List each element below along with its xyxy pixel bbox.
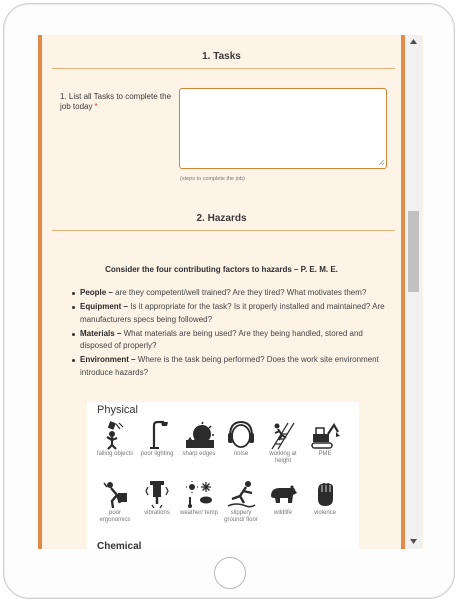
slippery-ground-icon [226,479,256,509]
hazard-item [179,479,219,517]
hazard-caption: falling objects [96,451,134,457]
hazard-caption: poor ergonomics [99,510,131,523]
hazard-category-heading: Physical [97,404,138,416]
sharp-edges-icon [184,420,214,450]
working-at-height-icon [268,420,298,450]
hazard-category-heading: Chemical [97,541,142,549]
section-title-hazards: 2. Hazards [196,213,247,224]
hazard-item [137,420,177,458]
scroll-down-button[interactable] [405,535,422,549]
scroll-up-button[interactable] [405,35,422,49]
hazard-caption: working at height [269,451,297,464]
jsa-form [38,35,405,549]
section-divider [52,68,395,69]
hazard-caption: vibrations [144,510,170,516]
violence-icon [310,479,340,509]
tasks-field-label [60,92,178,112]
hazard-item [305,420,345,458]
noise-icon [226,420,256,450]
hazard-item [221,420,261,458]
arrow-down-icon [410,539,417,544]
factor-item: Environment – Where is the task being performed? Does the work site environment introduce hazards? [72,354,392,379]
weather-temp-icon [184,479,214,509]
vertical-scrollbar[interactable] [405,35,422,549]
hazard-caption: weather/ temp [179,510,219,516]
hazard-item [95,420,135,458]
section-divider [52,230,395,231]
poor-lighting-icon [142,420,172,450]
hazard-pictogram-image [87,402,359,549]
hazard-item [179,420,219,458]
tasks-help-text: (steps to complete the job) [180,176,245,182]
hazard-item [221,479,261,524]
hazard-caption: violence [313,510,336,516]
arrow-up-icon [410,39,417,44]
wildlife-icon [268,479,298,509]
hazard-item [95,479,135,524]
scrollbar-thumb[interactable] [408,211,419,292]
hazard-item [263,420,303,465]
hazard-item [137,479,177,517]
form-viewport [38,35,423,549]
hazard-caption: wildlife [273,510,292,516]
factor-list [72,287,392,381]
vibrations-icon [142,479,172,509]
required-mark: * [94,102,98,111]
home-button[interactable] [214,557,246,589]
section-title-tasks: 1. Tasks [202,51,241,62]
hazard-item [305,479,345,517]
hazards-intro: Consider the four contributing factors to hazards – P. E. M. E. [105,265,338,274]
hazard-caption: PME [318,451,332,457]
poor-ergonomics-icon [100,479,130,509]
pme-icon [310,420,340,450]
falling-objects-icon [100,420,130,450]
hazard-caption: noise [233,451,249,457]
tasks-textarea[interactable] [179,88,387,169]
hazard-caption: poor lighting [140,451,174,457]
factor-item: Equipment – Is it appropriate for the task? Is it properly installed and maintained? Are manufacturers specs being followed? [72,301,392,326]
factor-item: People – are they competent/well trained? Are they tired? What motivates them? [72,287,392,300]
hazard-caption: slippery ground/ floor [224,510,258,523]
factor-item: Materials – What materials are being used? Are they being handled, stored and disposed of properly? [72,328,392,353]
tasks-field-label-text: 1. List all Tasks to complete the job today [60,92,172,111]
resize-grip-icon[interactable] [378,159,385,166]
hazard-caption: sharp edges [182,451,216,457]
hazard-item [263,479,303,517]
